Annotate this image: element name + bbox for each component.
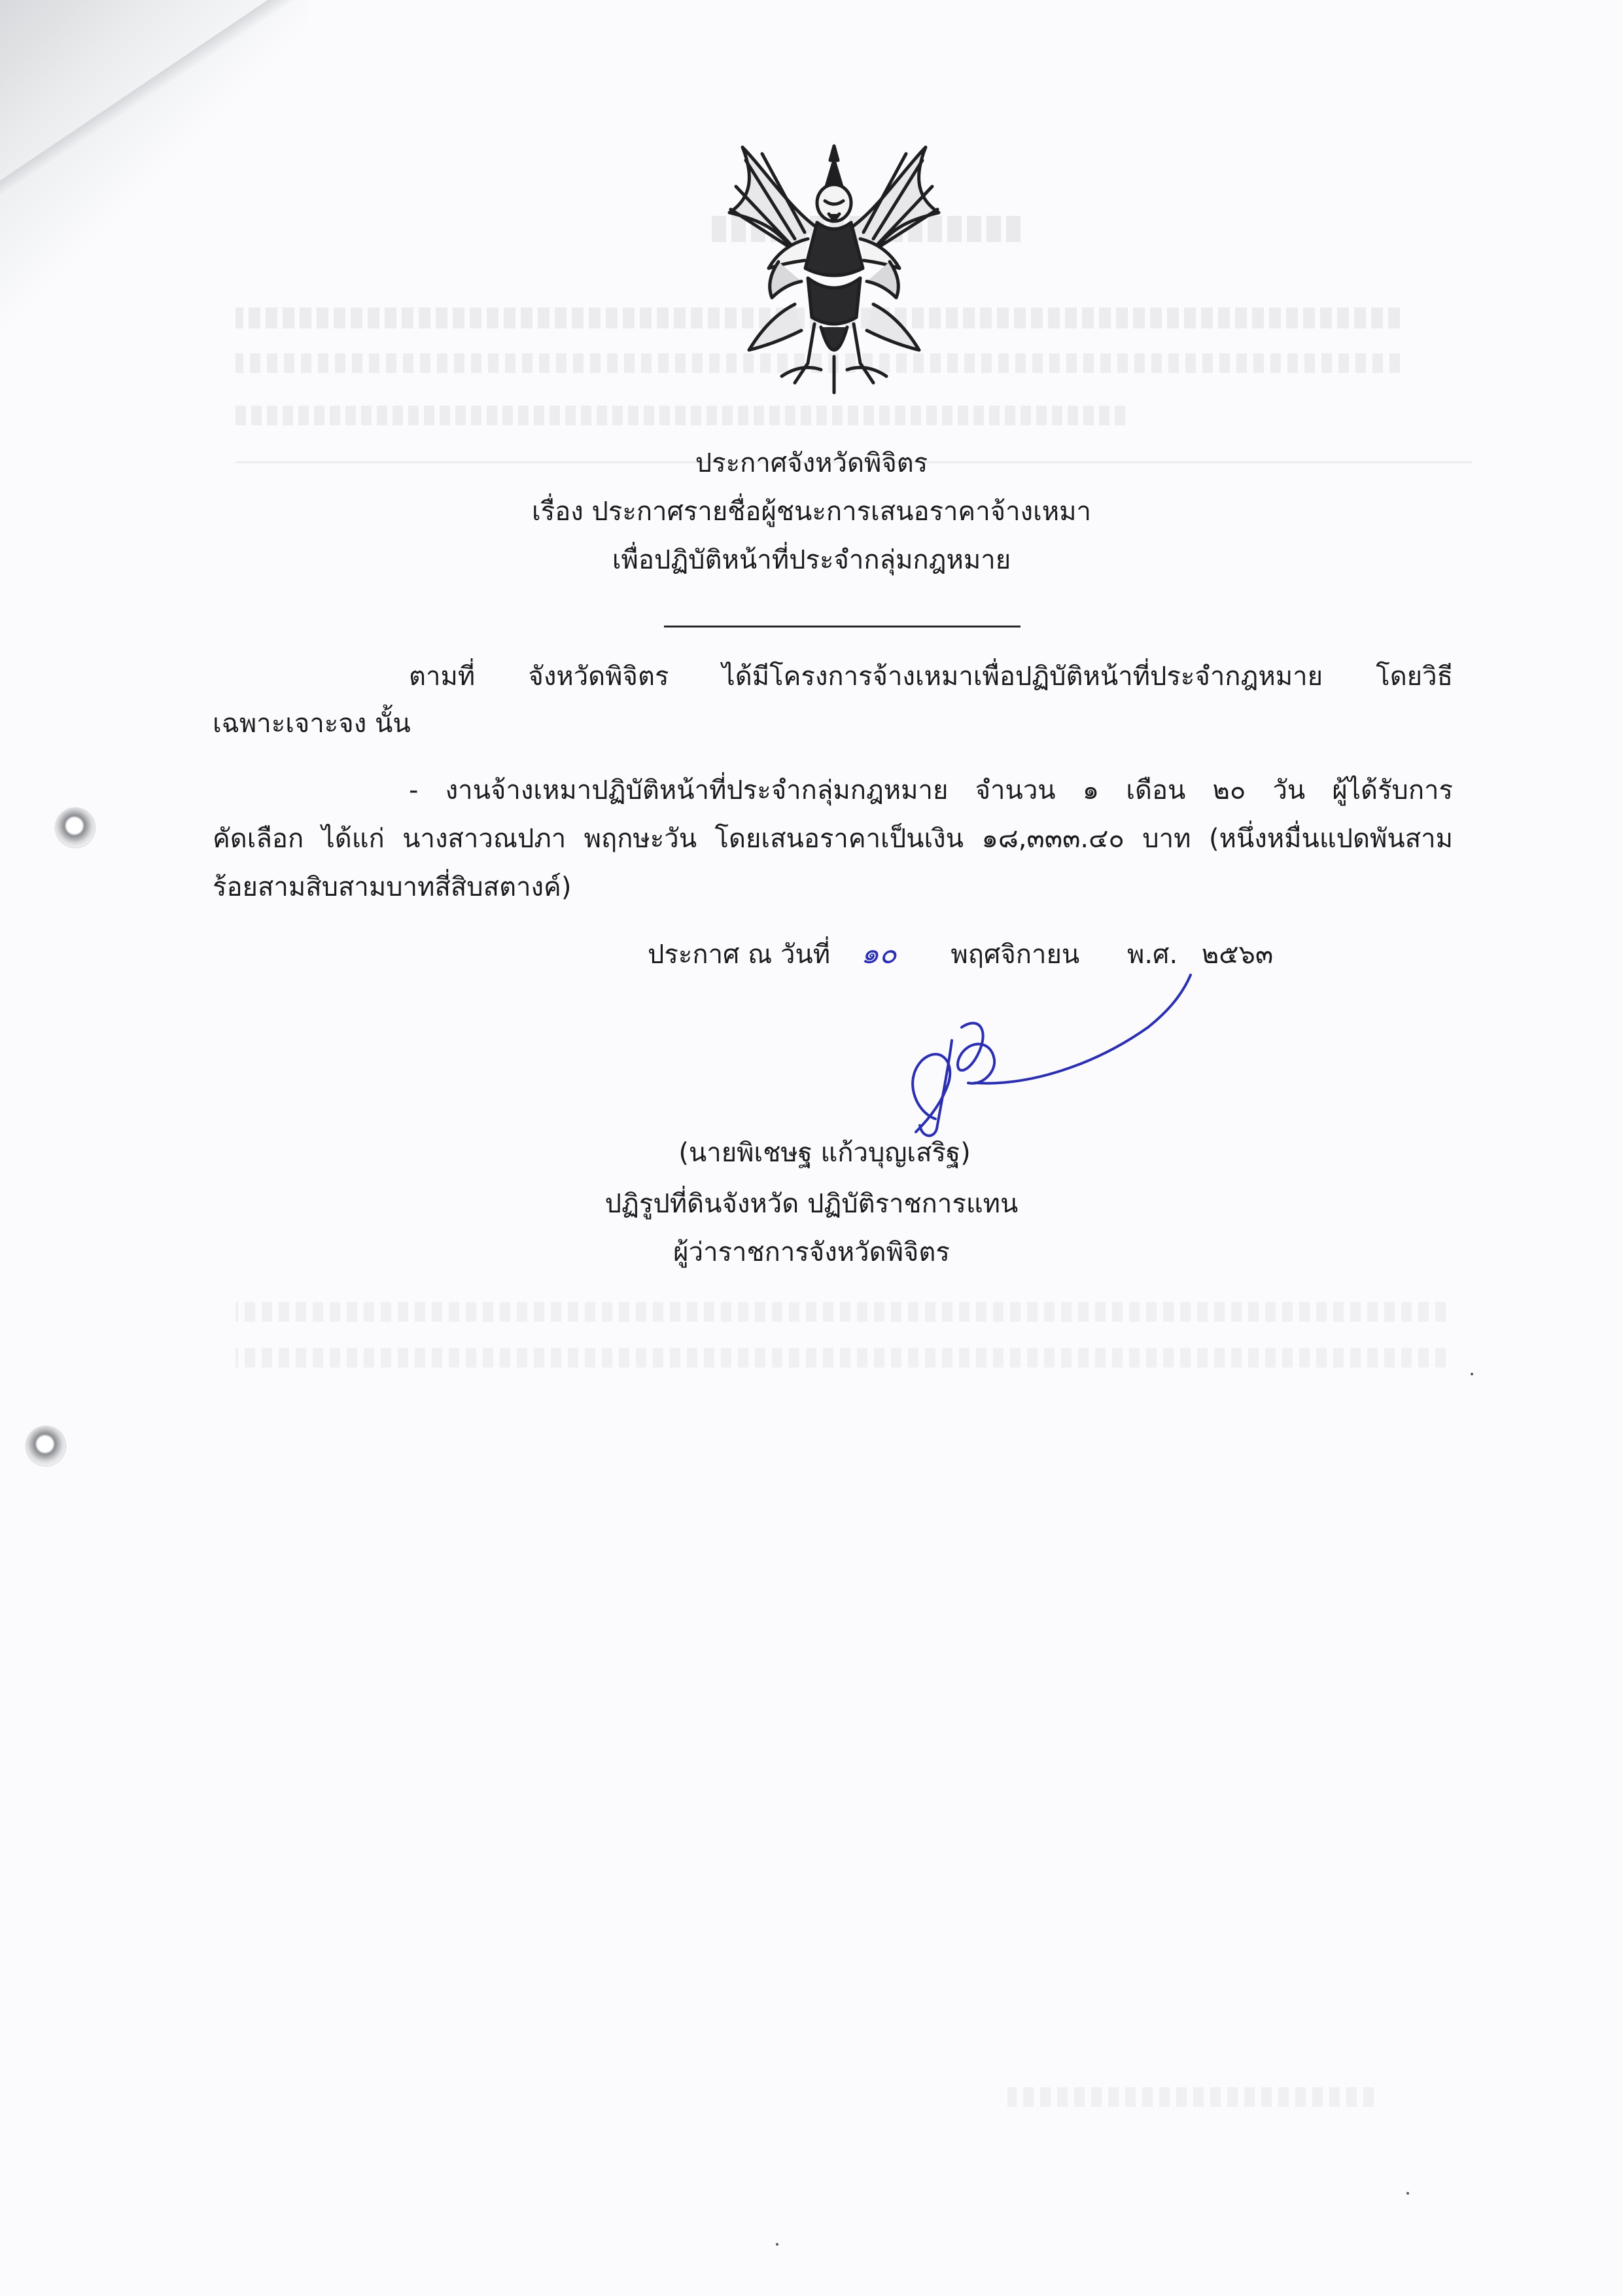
signatory-office: ผู้ว่าราชการจังหวัดพิจิตร xyxy=(673,1237,950,1267)
scan-corner-shadow xyxy=(0,0,307,340)
date-era: พ.ศ. xyxy=(1126,940,1178,970)
date-prefix: ประกาศ ณ วันที่ xyxy=(648,940,831,970)
body-paragraph2-line1: - งานจ้างเหมาปฏิบัติหน้าที่ประจำกลุ่มกฎหมาย จำนวน ๑ เดือน ๒๐ วัน ผู้ได้รับการ xyxy=(409,775,1453,805)
bleed-through-text xyxy=(1007,2087,1374,2107)
scan-speck xyxy=(776,2243,778,2246)
date-day-handwritten: ๑๐ xyxy=(860,937,897,970)
announcement-header: ประกาศจังหวัดพิจิตร xyxy=(695,448,928,478)
handwritten-signature xyxy=(877,962,1217,1152)
body-paragraph2-line3: ร้อยสามสิบสามบาทสี่สิบสตางค์) xyxy=(213,872,572,902)
bleed-through-text xyxy=(236,406,1125,425)
bleed-through-text xyxy=(236,1302,1446,1322)
signatory-position: ปฏิรูปที่ดินจังหวัด ปฏิบัติราชการแทน xyxy=(604,1189,1019,1219)
body-paragraph1-line1: ตามที่ จังหวัดพิจิตร ได้มีโครงการจ้างเหมาเพื่อปฏิบัติหน้าที่ประจำกฎหมาย โดยวิธี xyxy=(409,662,1453,692)
scan-speck xyxy=(1471,1373,1473,1375)
body-paragraph2-line2: คัดเลือก ได้แก่ นางสาวณปภา พฤกษะวัน โดยเสนอราคาเป็นเงิน ๑๘,๓๓๓.๔๐ บาท (หนึ่งหมื่นแปดพันสาม xyxy=(213,824,1453,854)
title-underline xyxy=(664,626,1021,627)
body-paragraph1-line2: เฉพาะเจาะจง นั้น xyxy=(213,709,411,739)
scan-speck xyxy=(1406,2192,1409,2195)
date-month: พฤศจิกายน xyxy=(951,940,1080,970)
punch-hole-top xyxy=(56,808,95,847)
punch-hole-bottom xyxy=(26,1426,65,1466)
announcement-subject-line2: เพื่อปฏิบัติหน้าที่ประจำกลุ่มกฎหมาย xyxy=(612,545,1011,575)
bleed-through-text xyxy=(236,1348,1446,1368)
announcement-subject-line1: เรื่อง ประกาศรายชื่อผู้ชนะการเสนอราคาจ้างเหมา xyxy=(532,497,1091,527)
garuda-emblem xyxy=(716,141,952,396)
signatory-name: (นายพิเชษฐ แก้วบุญเสริฐ) xyxy=(678,1138,971,1168)
date-year: ๒๕๖๓ xyxy=(1201,940,1274,970)
